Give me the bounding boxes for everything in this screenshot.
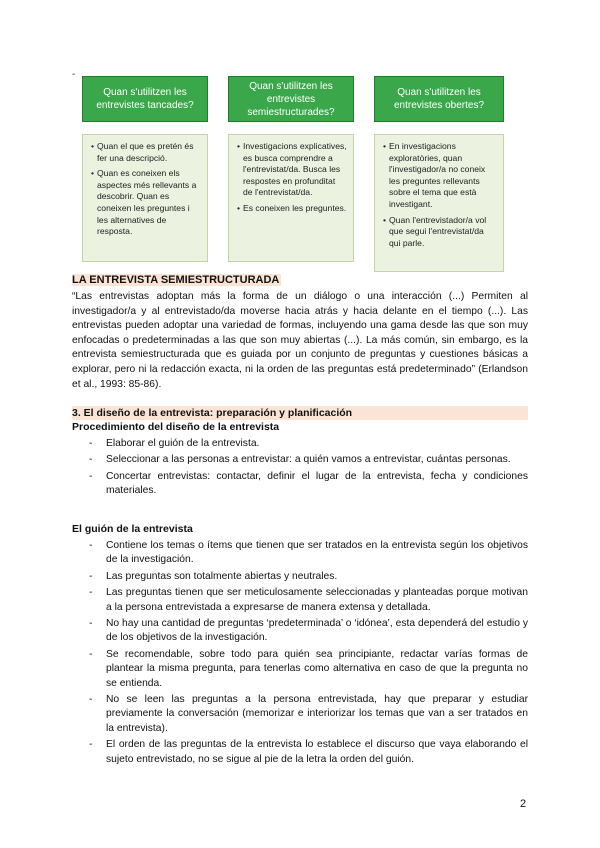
column-body bbox=[228, 134, 354, 262]
list-item: - Las preguntas tienen que ser meticulosamente seleccionadas y planteadas porque motivan a la persona entrevistada a expresarse de manera extensa y detallada. bbox=[72, 586, 528, 615]
column-open bbox=[374, 76, 504, 272]
column-title: Quan s'utilitzen les entrevistes tancades? bbox=[82, 76, 208, 122]
list-item: • Quan el que es pretén és fer una descripció. bbox=[91, 141, 201, 164]
column-semi bbox=[228, 76, 354, 262]
list-item: - Concertar entrevistas: contactar, definir el lugar de la entrevista, fecha y condiciones materiales. bbox=[72, 470, 528, 499]
section-heading: 3. El diseño de la entrevista: preparación y planificación bbox=[72, 406, 528, 420]
guion-list bbox=[72, 539, 528, 769]
column-body bbox=[374, 134, 504, 272]
list-item: - No se leen las preguntas a la persona entrevistada, hay que preparar y estudiar previamente la conversación (memorizar e interiorizar los temas que van a ser tratados en la entrevista). bbox=[72, 693, 528, 736]
list-item: • Investigacions explicatives, es busca comprendre a l'entrevistat/da. Busca les respostes en profunditat de l'entrevistat/da. bbox=[237, 141, 347, 199]
list-item: - Elaborar el guión de la entrevista. bbox=[72, 437, 528, 451]
list-item: • En investigacions exploratòries, quan l'investigador/a no coneix les preguntes rellevants sobre el tema que està investigant. bbox=[383, 141, 497, 211]
procedure-list bbox=[72, 437, 528, 501]
list-item: - Se recomendable, sobre todo para quién sea principiante, redactar varías formas de plantear la misma pregunta, para tenerlas como alternativa en caso de que la pregunta no se entienda. bbox=[72, 648, 528, 691]
list-item: - Seleccionar a las personas a entrevistar: a quién vamos a entrevistar, cuántas personas. bbox=[72, 453, 528, 467]
stray-dash: - bbox=[72, 69, 76, 80]
page-number: 2 bbox=[520, 798, 527, 810]
list-item: - No hay una cantidad de preguntas ‘predeterminada’ o ‘idónea’, esta dependerá del estudio y de los objetivos de la investigación. bbox=[72, 617, 528, 646]
column-title: Quan s'utilitzen les entrevistes obertes? bbox=[374, 76, 504, 122]
column-closed bbox=[82, 76, 208, 262]
list-item: - El orden de las preguntas de la entrevista lo establece el discurso que vaya elaborando el sujeto entrevistado, no se sigue al pie de la letra la orden del guión. bbox=[72, 738, 528, 767]
column-body bbox=[82, 134, 208, 262]
list-item: - Contiene los temas o ítems que tienen que ser tratados en la entrevista según los objetivos de la investigación. bbox=[72, 539, 528, 568]
list-item: - Las preguntas son totalmente abiertas y neutrales. bbox=[72, 570, 528, 584]
guion-title: El guión de la entrevista bbox=[72, 523, 193, 535]
column-title: Quan s'utilitzen les entrevistes semiestructurades? bbox=[228, 76, 354, 122]
procedure-title: Procedimiento del diseño de la entrevista bbox=[72, 421, 280, 433]
list-item: • Quan l'entrevistador/a vol que segui l'entrevistat/da qui parle. bbox=[383, 215, 497, 250]
quote-paragraph: “Las entrevistas adoptan más la forma de un diálogo o una interacción (...) Permiten al investigador/a y al entrevistado/da moverse hacia atrás y hacia delante en el tiempo (...). Las entrevistas pueden adoptar una variedad de formas, incluyendo una gama desde las que son muy enfocadas o predeterminadas a las que son muy abiertas (...). La más común, sin embargo, es la entrevista semiestructurada que es guiada por un conjunto de preguntas y cuestiones básicas a explorar, pero ni la redacción exacta, ni la orden de las preguntas está predeterminado” (Erlandson et al., 1993: 85-86). bbox=[72, 291, 528, 390]
list-item: • Quan es coneixen els aspectes més rellevants a descobrir. Quan es coneixen les preguntes i les alternatives de resposta. bbox=[91, 168, 201, 238]
list-item: • Es coneixen les preguntes. bbox=[237, 203, 347, 215]
section-title: LA ENTREVISTA SEMIESTRUCTURADA bbox=[72, 274, 280, 286]
